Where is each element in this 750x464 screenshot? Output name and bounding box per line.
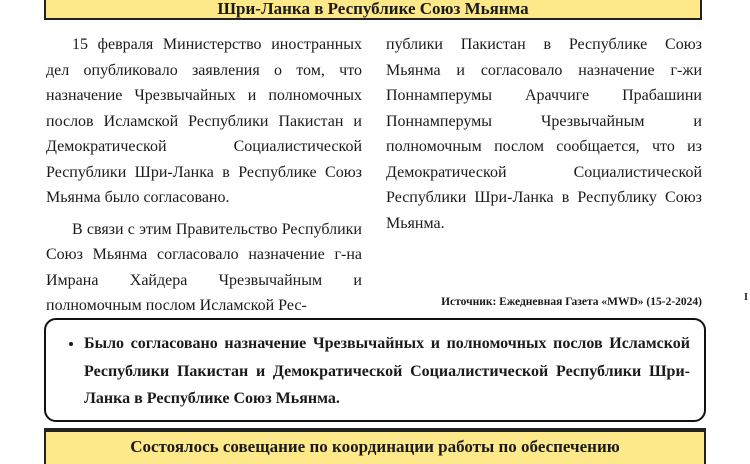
summary-list xyxy=(46,330,704,413)
article-paragraph-2: В связи с этим Правительство Республики Союз Мьянма согласовало назначение г-на Имрана Хайдера Чрезвычайным и полномочным послом Исламской Рес- xyxy=(46,220,362,314)
article-right-column xyxy=(386,32,702,242)
article-paragraph-1: 15 февраля Министерство иностранных дел опубликовало заявления о том, что назначение Чрезвычайных и полномочных послов Исламской Республики Пакистан и Демократической Социалистической Республики Шри-Ланка в Республике Союз Мьянма было согласовано. xyxy=(46,36,362,206)
summary-box xyxy=(44,318,706,422)
page-edge-mark: I xyxy=(744,292,748,303)
next-article-headline: Состоялось совещание по координации работы по обеспечению xyxy=(44,430,706,464)
article-paragraph-continued: публики Пакистан в Республике Союз Мьянма и согласовало назначение г-жи Поннамперумы Араччиге Прабашини Поннамперумы Чрезвычайным и полномочным послом сообщается, что из Демократической Социалистической Республики Шри-Ланка в Республику Союз Мьянма. xyxy=(386,36,702,232)
article-source: Источник: Ежедневная Газета «MWD» (15-2-2024) xyxy=(441,296,702,308)
article-left-column xyxy=(46,32,362,325)
summary-bullet-item: • Было согласовано назначение Чрезвычайных и полномочных послов Исламской Республики Пакистан и Демократической Социалистической Республики Шри-Ланка в Республике Союз Мьянма. xyxy=(84,330,690,413)
article-headline: Шри-Ланка в Республике Союз Мьянма xyxy=(44,0,702,20)
